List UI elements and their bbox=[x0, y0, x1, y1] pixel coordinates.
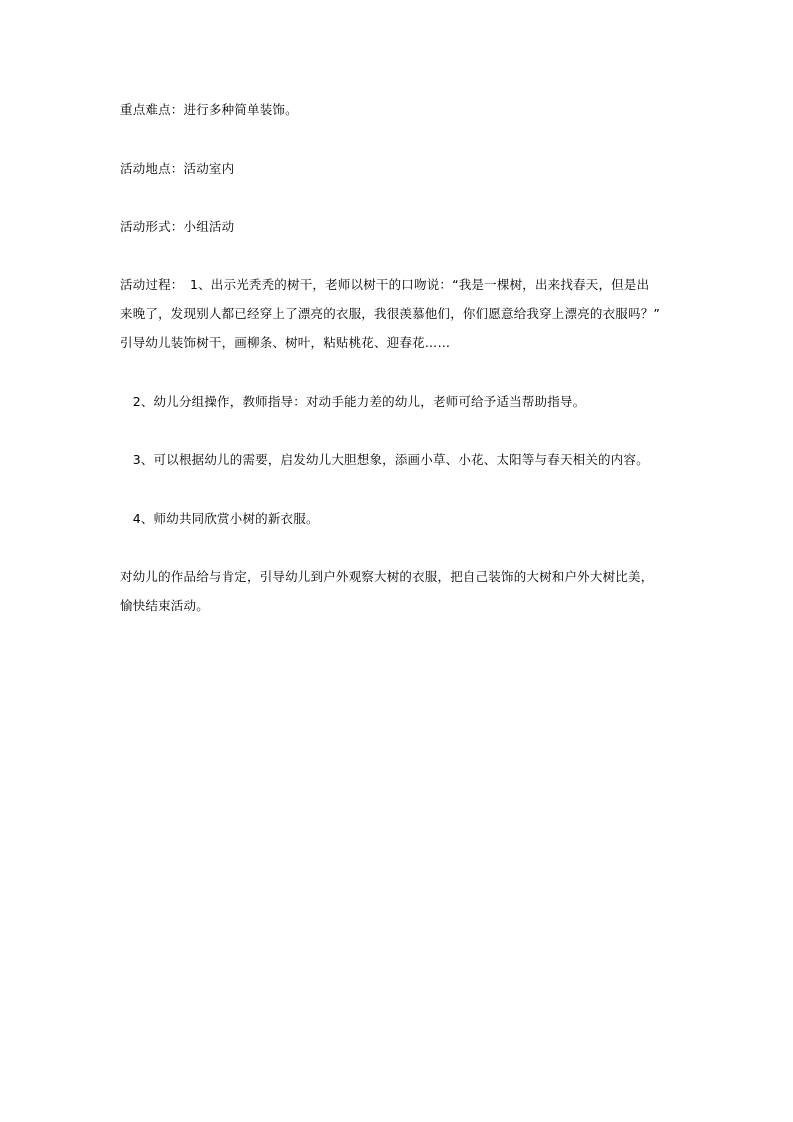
process-line-3: 引导幼儿装饰树干，画柳条、树叶，粘贴桃花、迎春花…… bbox=[120, 335, 451, 350]
key-difficulty-line: 重点难点：进行多种简单装饰。 bbox=[120, 102, 298, 117]
process-line-1: 活动过程： 1、出示光秃秃的树干，老师以树干的口吻说：“我是一棵树，出来找春天，但是出 bbox=[120, 277, 650, 292]
step-3-line: 3、可以根据幼儿的需要，启发幼儿大胆想象，添画小草、小花、太阳等与春天相关的内容。 bbox=[120, 452, 649, 467]
conclusion-line-2: 愉快结束活动。 bbox=[120, 598, 209, 613]
step-2-line: 2、幼儿分组操作，教师指导：对动手能力差的幼儿，老师可给予适当帮助指导。 bbox=[120, 394, 586, 409]
format-line: 活动形式：小组活动 bbox=[120, 219, 235, 234]
step-4-line: 4、师幼共同欣赏小树的新衣服。 bbox=[120, 511, 319, 526]
location-line: 活动地点：活动室内 bbox=[120, 161, 235, 176]
process-line-2: 来晚了，发现别人都已经穿上了漂亮的衣服，我很羡慕他们，你们愿意给我穿上漂亮的衣服吗？” bbox=[120, 306, 661, 321]
conclusion-line-1: 对幼儿的作品给与肯定，引导幼儿到户外观察大树的衣服，把自己装饰的大树和户外大树比美， bbox=[120, 569, 654, 584]
